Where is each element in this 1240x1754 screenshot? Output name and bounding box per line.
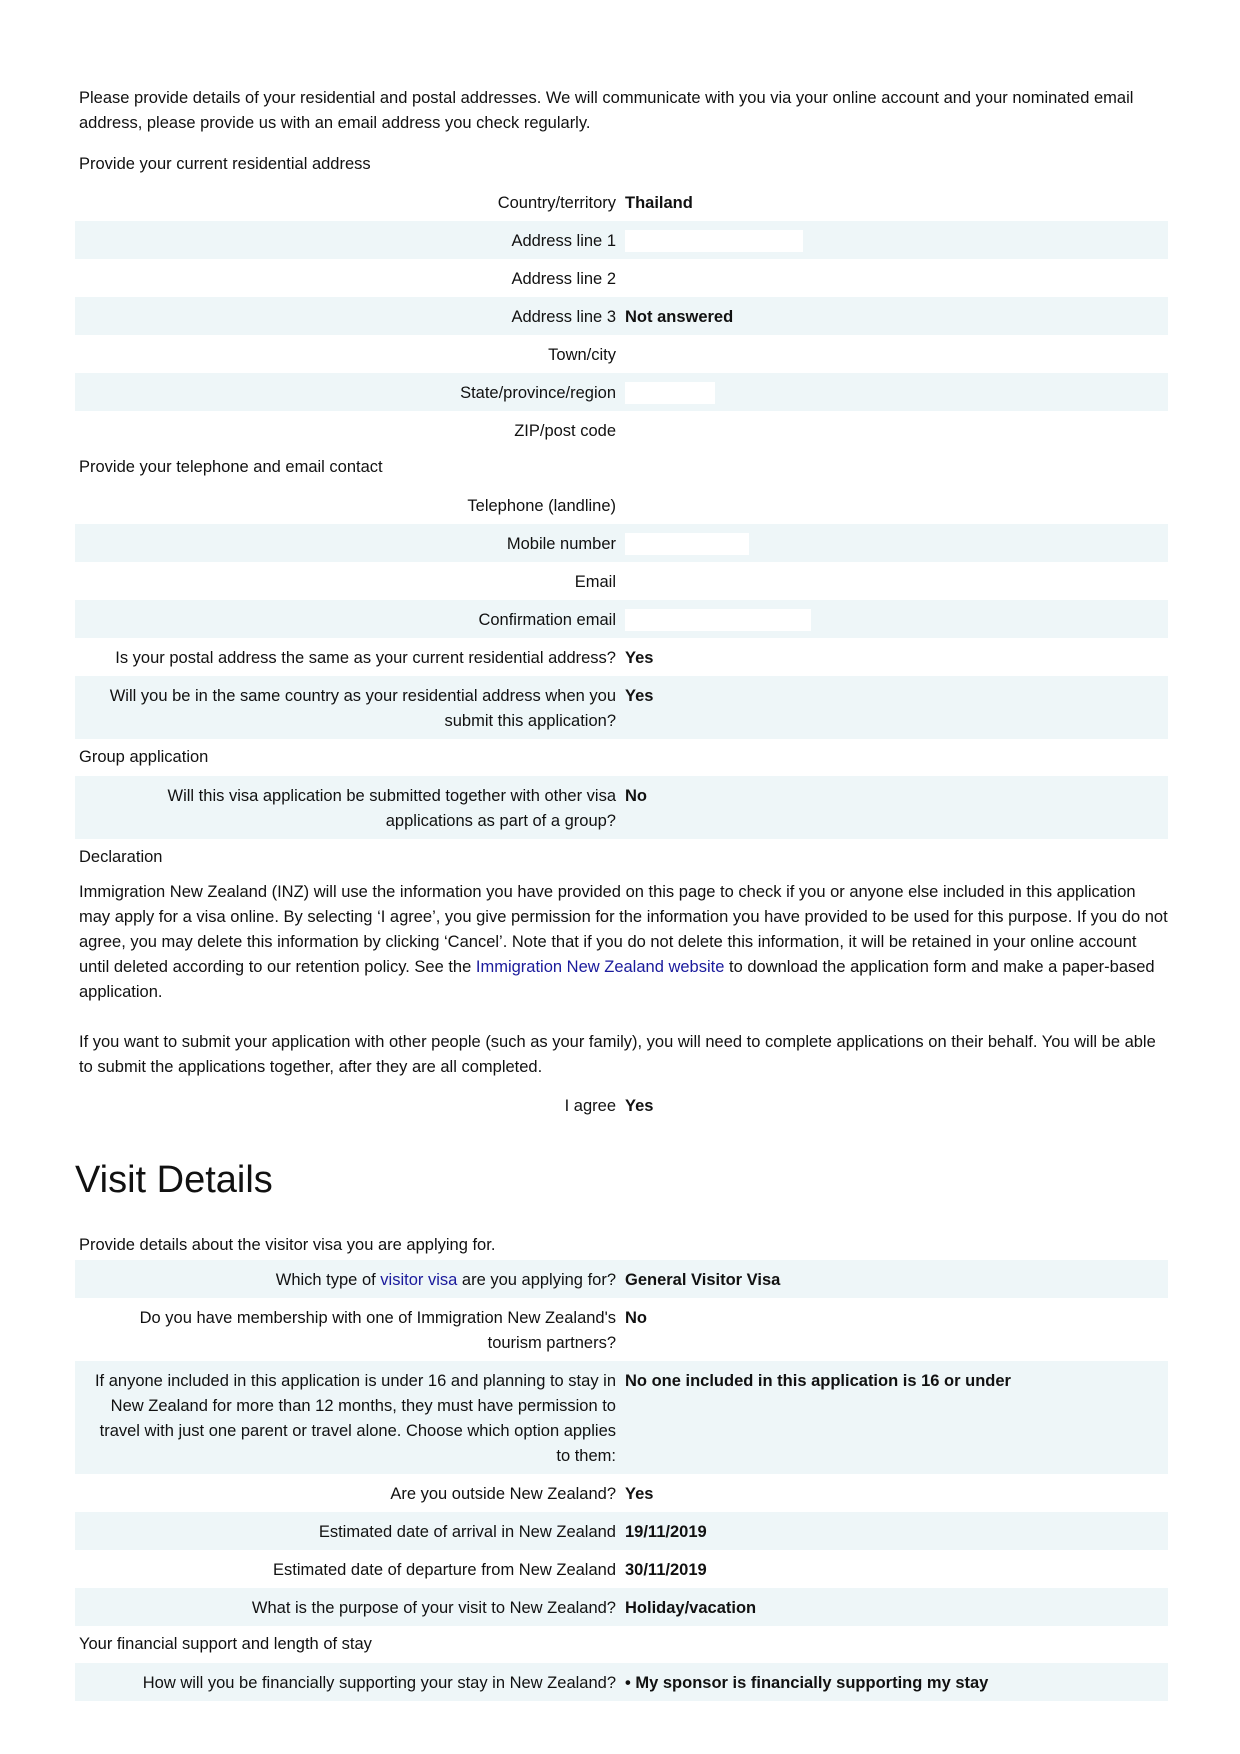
field-label: Confirmation email <box>478 611 616 629</box>
field-value <box>616 562 1168 600</box>
field-label: If anyone included in this application is under 16 and planning to stay in New Zealand for more than 12 months, they must have permission to travel with just one parent or travel alone. Choose which option applies to them: <box>94 1372 616 1465</box>
field-label: How will you be financially supporting your stay in New Zealand? <box>142 1674 616 1692</box>
field-label: ZIP/post code <box>514 422 616 440</box>
visit-details-title: Visit Details <box>75 1159 273 1201</box>
field-label: Are you outside New Zealand? <box>390 1485 616 1503</box>
field-value <box>616 486 1168 524</box>
field-value: Yes <box>625 687 654 705</box>
field-value-redacted <box>616 221 1168 259</box>
field-row-mobile <box>75 524 1168 562</box>
field-row-i-agree <box>75 1086 1168 1124</box>
field-row-departure-date <box>75 1550 1168 1588</box>
declaration-paragraph-1 <box>75 880 1168 1005</box>
field-value: General Visitor Visa <box>625 1271 781 1289</box>
field-label: Address line 1 <box>511 232 616 250</box>
field-label <box>75 1260 616 1298</box>
field-row-address-line-1 <box>75 221 1168 259</box>
field-label: Is your postal address the same as your current residential address? <box>115 649 616 667</box>
field-label: Estimated date of arrival in New Zealand <box>318 1523 616 1541</box>
field-row-confirmation-email <box>75 600 1168 638</box>
field-value: 30/11/2019 <box>625 1561 707 1579</box>
field-value: Holiday/vacation <box>625 1599 757 1617</box>
field-row-country <box>75 183 1168 221</box>
field-value: No one included in this application is 16 or under <box>625 1372 1011 1390</box>
field-row-state-province <box>75 373 1168 411</box>
field-value: Thailand <box>625 194 693 212</box>
field-row-outside-nz <box>75 1474 1168 1512</box>
intro-text: Please provide details of your residential and postal addresses. We will communicate with you via your online account and your nominated email address, please provide us with an email address you check regularly. <box>79 89 1134 132</box>
declaration-heading: Declaration <box>79 848 163 866</box>
redaction-block <box>625 230 803 252</box>
field-label: Do you have membership with one of Immigration New Zealand's tourism partners? <box>139 1309 616 1352</box>
field-value: Yes <box>625 1485 654 1503</box>
field-row-group-application <box>75 776 1168 839</box>
label-text-part: are you applying for? <box>457 1271 616 1289</box>
redaction-block <box>625 609 811 631</box>
field-value-redacted <box>616 373 1168 411</box>
field-label: Will you be in the same country as your residential address when you submit this application? <box>109 687 616 730</box>
field-label: Email <box>574 573 616 591</box>
field-row-tourism-partners <box>75 1298 1168 1361</box>
field-value: Yes <box>625 649 654 667</box>
residential-heading: Provide your current residential address <box>79 155 371 173</box>
field-row-postal-same <box>75 638 1168 676</box>
field-row-same-country <box>75 676 1168 739</box>
financial-heading: Your financial support and length of stay <box>79 1635 372 1653</box>
document-content <box>75 86 1168 1701</box>
paragraph-gap <box>75 1005 1168 1030</box>
redaction-block <box>625 533 749 555</box>
redaction-block <box>625 382 715 404</box>
field-value-redacted <box>616 524 1168 562</box>
label-text-part: Which type of <box>275 1271 381 1289</box>
field-value: 19/11/2019 <box>625 1523 707 1541</box>
field-value: No <box>625 787 647 805</box>
field-row-financial-support <box>75 1663 1168 1701</box>
field-label: Country/territory <box>497 194 616 212</box>
declaration-text-part: to download the application form and make a paper-based application. <box>79 958 1155 1001</box>
field-value: • My sponsor is financially supporting my stay <box>625 1674 989 1692</box>
field-value <box>616 335 1168 373</box>
field-label: I agree <box>564 1097 616 1115</box>
field-label: State/province/region <box>460 384 616 402</box>
field-value <box>616 259 1168 297</box>
field-row-zip <box>75 411 1168 449</box>
field-row-telephone <box>75 486 1168 524</box>
field-value-redacted <box>616 600 1168 638</box>
contact-heading: Provide your telephone and email contact <box>79 458 383 476</box>
inz-website-link[interactable]: Immigration New Zealand website <box>475 958 725 976</box>
field-row-under-16 <box>75 1361 1168 1474</box>
field-value: Yes <box>625 1097 654 1115</box>
visitor-visa-link[interactable]: visitor visa <box>380 1271 458 1289</box>
field-value <box>616 411 1168 449</box>
field-label: What is the purpose of your visit to New Zealand? <box>251 1599 616 1617</box>
field-label: Town/city <box>548 346 616 364</box>
field-label: Address line 2 <box>511 270 616 288</box>
field-row-email <box>75 562 1168 600</box>
field-label: Will this visa application be submitted together with other visa applications as part of a group? <box>167 787 616 830</box>
field-row-visa-type <box>75 1260 1168 1298</box>
group-heading: Group application <box>79 748 209 766</box>
field-row-town-city <box>75 335 1168 373</box>
declaration-text <box>75 880 1168 1080</box>
field-label: Mobile number <box>506 535 616 553</box>
field-label: Estimated date of departure from New Zealand <box>272 1561 616 1579</box>
declaration-paragraph-2: If you want to submit your application with other people (such as your family), you will need to complete applications on their behalf. You will be able to submit the applications together, after they are all completed. <box>79 1033 1156 1076</box>
visit-heading: Provide details about the visitor visa you are applying for. <box>79 1236 496 1254</box>
field-label: Telephone (landline) <box>467 497 616 515</box>
field-row-arrival-date <box>75 1512 1168 1550</box>
field-row-visit-purpose <box>75 1588 1168 1626</box>
field-row-address-line-3 <box>75 297 1168 335</box>
field-value: Not answered <box>625 308 734 326</box>
field-row-address-line-2 <box>75 259 1168 297</box>
field-value: No <box>625 1309 647 1327</box>
declaration-text-part: Immigration New Zealand (INZ) will use the information you have provided on this page to check if you or anyone else included in this application may apply for a visa online. By selecting ‘I agree’, you give permission for the information you have provided to be used for this purpose. If you do not agree, you may delete this information by clicking ‘Cancel’. Note that if you do not delete this information, it will be retained in your online account until deleted according to our retention policy. See the <box>79 883 1168 976</box>
field-label: Address line 3 <box>511 308 616 326</box>
